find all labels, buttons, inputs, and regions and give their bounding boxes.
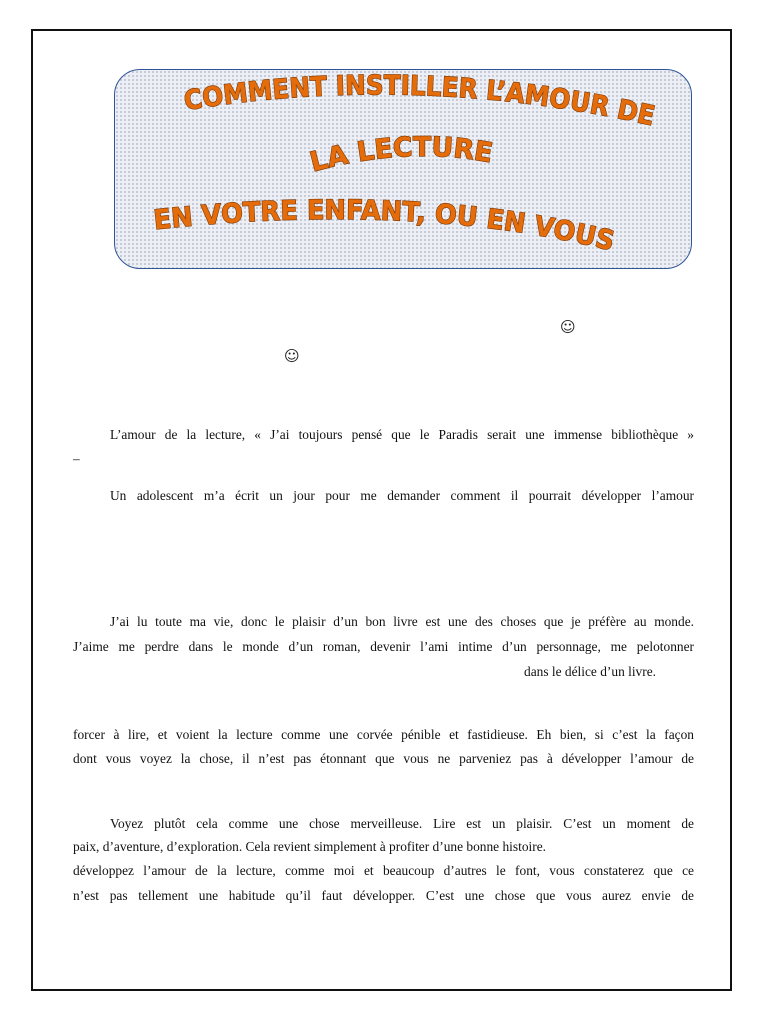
title-line-2: LA LECTURE (306, 131, 496, 179)
smiley-icon: ☺ (560, 318, 576, 336)
title-line-1: COMMENT INSTILLER L’AMOUR DE (181, 70, 660, 133)
paragraph-line: L’amour de la lecture, « J’ai toujours pensé que le Paradis serait une immense bibliothèque » (110, 427, 694, 442)
paragraph-line: Voyez plutôt cela comme une chose merveilleuse. Lire est un plaisir. C’est un moment de (110, 816, 694, 831)
paragraph-line: dans le délice d’un livre. (524, 664, 656, 679)
paragraph-line: – (73, 451, 80, 466)
paragraph-line: développez l’amour de la lecture, comme moi et beaucoup d’autres le font, vous constaterez que ce (73, 863, 694, 878)
paragraph-line: J’aime me perdre dans le monde d’un roman, devenir l’ami intime d’un personnage, me pelotonner (73, 639, 694, 654)
paragraph-line: Un adolescent m’a écrit un jour pour me demander comment il pourrait développer l’amour (110, 488, 694, 503)
title-banner (114, 69, 692, 269)
wordart-title (115, 70, 692, 269)
paragraph-line: n’est pas tellement une habitude qu’il faut développer. C’est une chose que vous aurez envie de (73, 888, 694, 903)
paragraph-line: forcer à lire, et voient la lecture comme une corvée pénible et fastidieuse. Eh bien, si c’est la façon (73, 727, 694, 742)
paragraph-line: paix, d’aventure, d’exploration. Cela revient simplement à profiter d’une bonne histoire. (73, 839, 546, 854)
paragraph-line: dont vous voyez la chose, il n’est pas étonnant que vous ne parveniez pas à développer l’amour de (73, 751, 694, 766)
title-line-3: EN VOTRE ENFANT, OU EN VOUS (152, 195, 619, 258)
paragraph-line: J’ai lu toute ma vie, donc le plaisir d’un bon livre est une des choses que je préfère au monde. (110, 614, 694, 629)
smiley-icon: ☺ (284, 347, 300, 365)
